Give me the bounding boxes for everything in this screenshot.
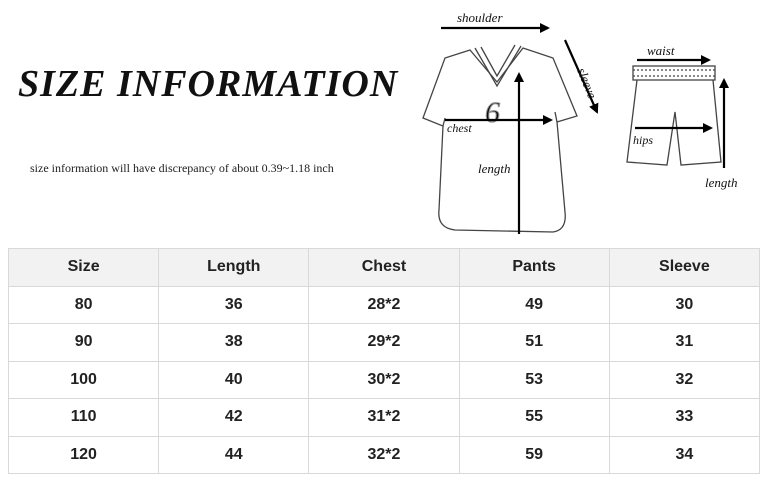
table-header-row xyxy=(9,249,760,287)
table-cell: 90 xyxy=(9,324,159,362)
discrepancy-note: size information will have discrepancy of about 0.39~1.18 inch xyxy=(30,161,334,175)
shirt-length-label: length xyxy=(478,161,511,176)
shirt-number: 6 xyxy=(485,96,500,129)
table-cell: 34 xyxy=(609,436,759,474)
measurement-diagram xyxy=(405,0,768,245)
pants-length-label: length xyxy=(705,175,738,190)
table-row xyxy=(9,361,760,399)
table-cell: 32 xyxy=(609,361,759,399)
chest-label: chest xyxy=(447,121,472,135)
table-cell: 42 xyxy=(159,399,309,437)
table-cell: 100 xyxy=(9,361,159,399)
hips-label: hips xyxy=(633,133,654,147)
table-cell: 55 xyxy=(459,399,609,437)
shirt-illustration xyxy=(423,45,577,232)
table-cell: 29*2 xyxy=(309,324,459,362)
table-cell: 31 xyxy=(609,324,759,362)
measurement-arrows xyxy=(441,28,724,234)
table-cell: 120 xyxy=(9,436,159,474)
table-cell: 59 xyxy=(459,436,609,474)
table-row xyxy=(9,286,760,324)
sleeve-label: sleeve xyxy=(574,65,601,101)
column-header: Sleeve xyxy=(609,249,759,287)
table-cell: 49 xyxy=(459,286,609,324)
table-row xyxy=(9,399,760,437)
column-header: Length xyxy=(159,249,309,287)
table-cell: 44 xyxy=(159,436,309,474)
table-cell: 36 xyxy=(159,286,309,324)
column-header: Chest xyxy=(309,249,459,287)
column-header: Size xyxy=(9,249,159,287)
table-cell: 53 xyxy=(459,361,609,399)
table-cell: 31*2 xyxy=(309,399,459,437)
table-cell: 33 xyxy=(609,399,759,437)
page-title: SIZE INFORMATION xyxy=(18,63,399,105)
table-cell: 51 xyxy=(459,324,609,362)
table-cell: 28*2 xyxy=(309,286,459,324)
table-row xyxy=(9,436,760,474)
pants-illustration xyxy=(627,66,721,165)
table-row xyxy=(9,324,760,362)
table-cell: 38 xyxy=(159,324,309,362)
waist-label: waist xyxy=(647,43,675,58)
table-cell: 30 xyxy=(609,286,759,324)
table-cell: 32*2 xyxy=(309,436,459,474)
size-table xyxy=(8,248,760,474)
table-cell: 110 xyxy=(9,399,159,437)
column-header: Pants xyxy=(459,249,609,287)
shoulder-label: shoulder xyxy=(457,10,503,25)
table-cell: 30*2 xyxy=(309,361,459,399)
table-cell: 40 xyxy=(159,361,309,399)
table-cell: 80 xyxy=(9,286,159,324)
